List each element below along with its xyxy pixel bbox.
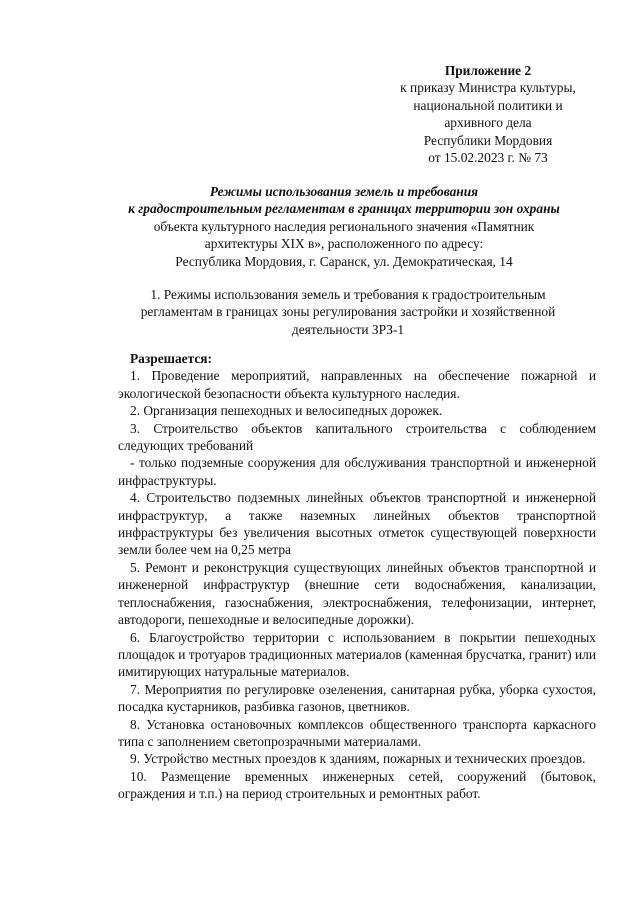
document-body xyxy=(118,350,596,803)
appendix-ministry-line: национальной политики и xyxy=(413,97,563,113)
appendix-region: Республики Мордовия xyxy=(423,132,553,148)
title-address: Республика Мордовия, г. Саранск, ул. Демократическая, 14 xyxy=(175,253,513,269)
appendix-ministry-line: архивного дела xyxy=(444,115,532,131)
list-item: 6. Благоустройство территории с использованием в покрытии пешеходных площадок и тротуаров традиционных материалов (каменная брусчатка, гранит) или имитирующих натуральные материалов. xyxy=(118,629,596,680)
appendix-number: Приложение 2 xyxy=(444,63,532,78)
allowed-heading: Разрешается: xyxy=(130,351,212,366)
title-line: архитектуры XIX в», расположенного по адресу: xyxy=(204,236,484,252)
section-heading xyxy=(100,286,596,338)
list-item: 9. Устройство местных проездов к зданиям, пожарных и технических проездов. xyxy=(130,751,586,767)
title-line: Режимы использования земель и требования xyxy=(209,184,479,199)
section-heading-line: регламентам в границах зоны регулирования застройки и хозяйственной xyxy=(140,304,556,320)
list-item: 1. Проведение мероприятий, направленных на обеспечение пожарной и экологической безопасности объекта культурного наследия. xyxy=(118,368,596,401)
list-item: 2. Организация пешеходных и велосипедных дорожек. xyxy=(130,403,443,419)
list-item: - только подземные сооружения для обслуживания транспортной и инженерной инфраструктуры. xyxy=(118,455,596,488)
list-item: 5. Ремонт и реконструкция существующих линейных объектов транспортной и инженерной инфраструктур (внешние сети водоснабжения, канализации, теплоснабжения, газоснабжения, электроснабжения, телефонизации, интернет, автодороги, пешеходные и велосипедные дорожки). xyxy=(118,559,596,628)
appendix-header xyxy=(372,62,604,166)
section-heading-line: 1. Режимы использования земель и требования к градостроительным xyxy=(150,287,546,302)
title-line: объекта культурного наследия регионального значения «Памятник xyxy=(153,218,535,234)
list-item: 4. Строительство подземных линейных объектов транспортной и инженерной инфраструктур, а также наземных линейных объектов транспортной инфраструктуры без увеличения высотных отметок существующей поверхности земли более чем на 0,25 метра xyxy=(118,490,596,558)
list-item: 7. Мероприятия по регулировке озеленения, санитарная рубка, уборка сухостоя, посадка кустарников, разбивка газонов, цветников. xyxy=(118,681,596,715)
title-line: к градостроительным регламентам в границах территории зон охраны xyxy=(128,201,560,217)
document-title xyxy=(96,183,592,270)
appendix-order-reference: к приказу Министра культуры, xyxy=(400,80,576,96)
list-item: 8. Установка остановочных комплексов общественного транспорта каркасного типа с заполнением светопрозрачными материалами. xyxy=(118,716,596,749)
section-heading-line: деятельности ЗРЗ-1 xyxy=(291,321,405,337)
appendix-date: от 15.02.2023 г. № 73 xyxy=(428,150,548,166)
list-item: 3. Строительство объектов капитального строительства с соблюдением следующих требований xyxy=(118,420,596,454)
list-item: 10. Размещение временных инженерных сетей, сооружений (бытовок, ограждения и т.п.) на период строительных и ремонтных работ. xyxy=(118,768,596,802)
